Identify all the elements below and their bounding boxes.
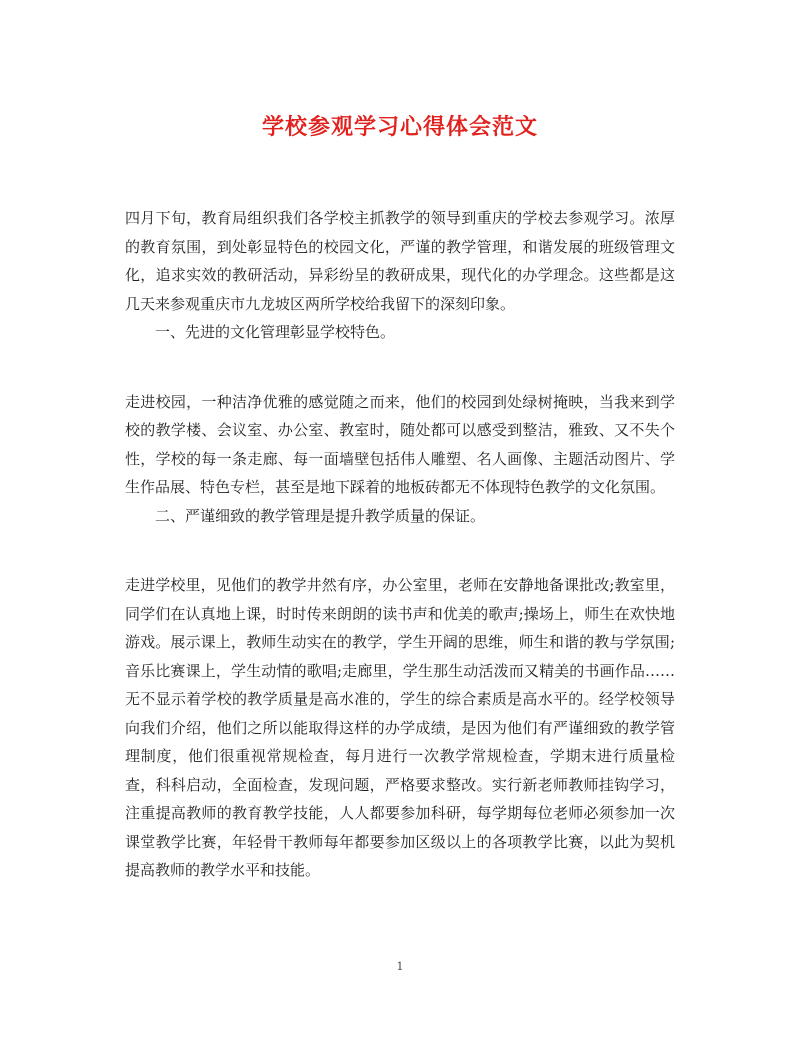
page-number: 1	[396, 960, 404, 973]
paragraph-spacer	[125, 347, 675, 388]
document-body	[125, 204, 675, 885]
document-title: 学校参观学习心得体会范文	[261, 114, 538, 140]
intro-paragraph: 四月下旬，教育局组织我们各学校主抓教学的领导到重庆的学校去参观学习。浓厚的教育氛围，到处彰显特色的校园文化，严谨的教学管理，和谐发展的班级管理文化，追求实效的教研活动，异彩纷呈的教研成果，现代化的办学理念。这些都是这几天来参观重庆市九龙坡区两所学校给我留下的深刻印象。	[125, 209, 675, 313]
section-2-paragraph: 走进学校里，见他们的教学井然有序，办公室里，老师在安静地备课批改;教室里，同学们在认真地上课，时时传来朗朗的读书声和优美的歌声;操场上，师生在欢快地游戏。展示课上，教师生动实在的教学，学生开阔的思维，师生和谐的教与学氛围;音乐比赛课上，学生动情的歌唱;走廊里，学生那生动活泼而又精美的书画作品……无不显示着学校的教学质量是高水准的，学生的综合素质是高水平的。经学校领导向我们介绍，他们之所以能取得这样的办学成绩，是因为他们有严谨细致的教学管理制度，他们很重视常规检查，每月进行一次教学常规检查，学期末进行质量检查，科科启动，全面检查，发现问题，严格要求整改。实行新老师教师挂钩学习，注重提高教师的教育教学技能，人人都要参加科研，每学期每位老师必须参加一次课堂教学比赛，年轻骨干教师每年都要参加区级以上的各项教学比赛，以此为契机提高教师的教学水平和技能。	[125, 576, 675, 879]
section-heading-2: 二、严谨细致的教学管理是提升教学质量的保证。	[155, 506, 486, 525]
paragraph-spacer	[125, 530, 675, 571]
section-1-paragraph: 走进校园，一种洁净优雅的感觉随之而来，他们的校园到处绿树掩映，当我来到学校的教学楼、会议室、办公室、教室时，随处都可以感受到整洁，雅致、又不失个性，学校的每一条走廊、每一面墙壁包括伟人雕塑、名人画像、主题活动图片、学生作品展、特色专栏，甚至是地下踩着的地板砖都无不体现特色教学的文化氛围。	[125, 392, 675, 496]
section-heading-1: 一、先进的文化管理彰显学校特色。	[155, 323, 396, 341]
